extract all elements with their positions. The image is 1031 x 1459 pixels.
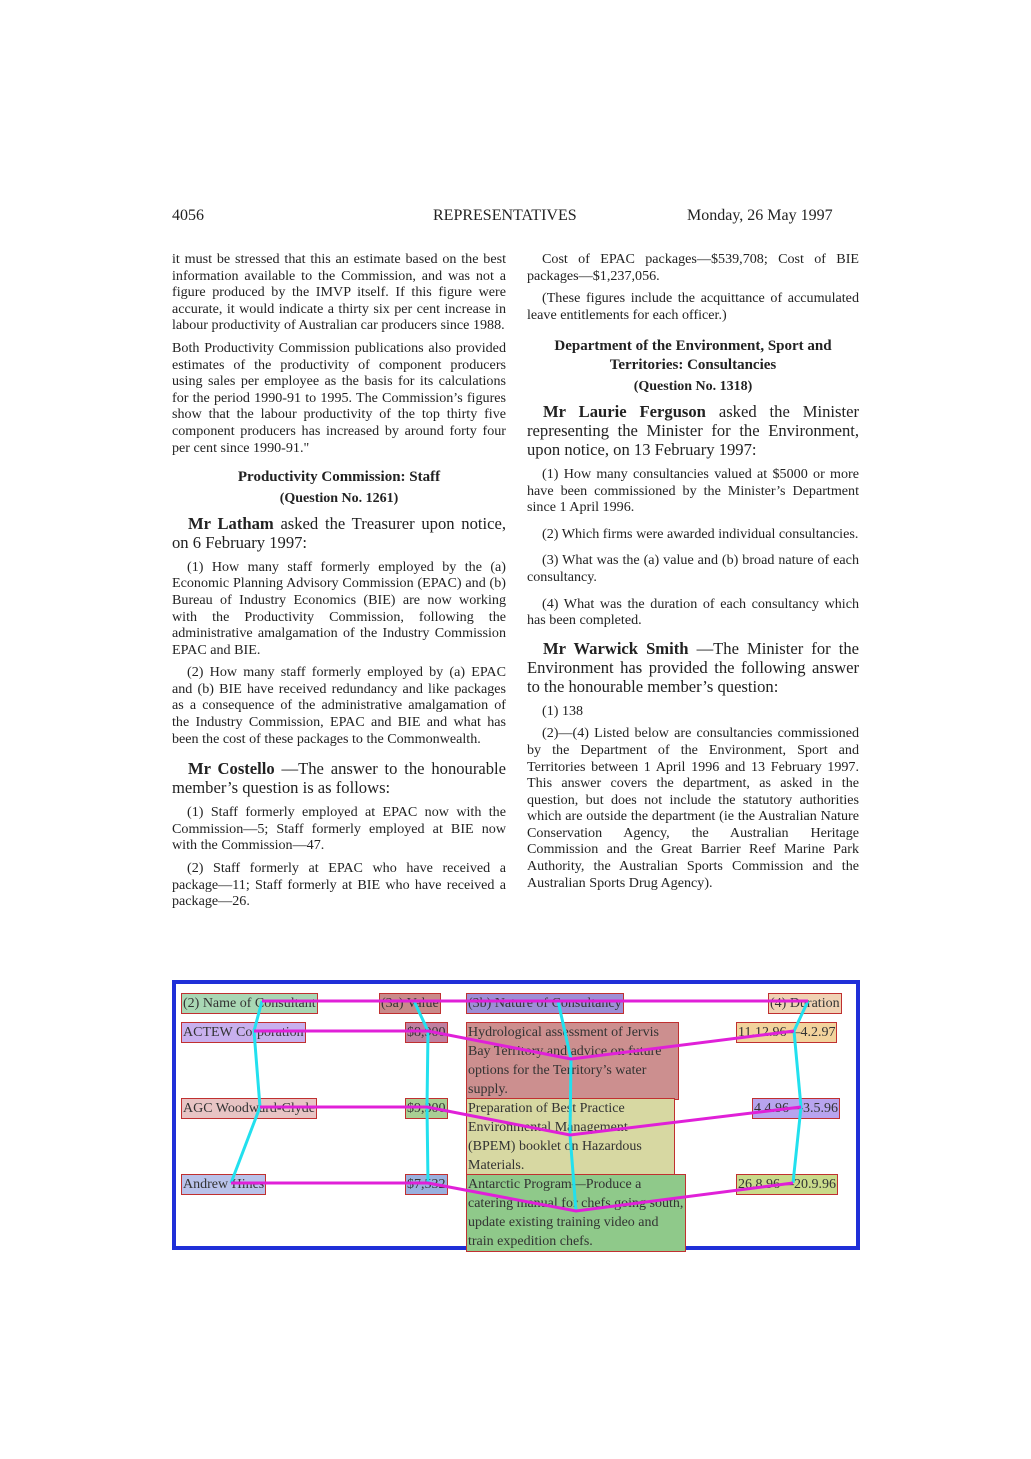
question-number: (Question No. 1261) xyxy=(279,491,399,507)
question-item: (2) How many staff formerly employed by (a) EPAC and (b) BIE have received redundancy and like packages as a consequence of the administrative amalgamation of the Industry Commission, EPAC and BIE and what has been the cost of these packages to the Commonwealth. xyxy=(172,664,506,747)
paragraph: (These figures include the acquittance of accumulated leave entitlements for each officer.) xyxy=(527,290,859,323)
table-cell-value: $9,300 xyxy=(405,1098,448,1119)
paragraph: Cost of EPAC packages—$539,708; Cost of BIE packages—$1,237,056. xyxy=(527,251,859,284)
left-column xyxy=(172,251,506,916)
section-heading: Department of the Environment, Sport and Territories: Consultancies xyxy=(554,338,832,374)
header-name: (2) Name of Consultant xyxy=(181,993,318,1014)
table-cell-nature: Hydrological assessment of Jervis Bay Territory and advice on future options for the Territory’s water supply. xyxy=(466,1022,679,1100)
speaker-name: Mr Costello xyxy=(188,759,275,779)
question-item: (3) What was the (a) value and (b) broad nature of each consultancy. xyxy=(527,552,859,585)
speaker-name: Mr Latham xyxy=(188,513,274,533)
table-cell-name: ACTEW Corporation xyxy=(181,1022,306,1043)
table-cell-name: AGC Woodward-Clyde xyxy=(181,1098,317,1119)
question-item: (1) How many consultancies valued at $5000 or more have been commissioned by the Minister’s Department since 1 April 1996. xyxy=(527,465,859,516)
question-item: (1) How many staff formerly employed by the (a) Economic Planning Advisory Commission (EPAC) and (b) Bureau of Industry Economics (BIE) are now working with the Productivity Commission, following the administrative amalgamation of the Industry Commission EPAC and BIE. xyxy=(172,558,506,658)
header-duration: (4) Duration xyxy=(768,993,842,1014)
answer-item: (1) Staff formerly employed at EPAC now with the Commission—5; Staff formerly employed at BIE now with the Commission—47. xyxy=(172,804,506,854)
question-intro: Mr Latham asked the Treasurer upon notice, on 6 February 1997: xyxy=(172,513,506,552)
paragraph: Both Productivity Commission publications also provided estimates of the productivity of component producers using sales per employee as the basis for its calculations for the period 1990-91 to 1995. The Commission’s figures show that the labour productivity of the top thirty five component producers has increased by around forty four per cent since 1990-91." xyxy=(172,339,506,456)
header-nature: (3b) Nature of Consultancy xyxy=(466,993,624,1014)
table-cell-duration: 4.4.96—3.5.96 xyxy=(752,1098,840,1119)
question-intro: Mr Laurie Ferguson asked the Minister representing the Minister for the Environment, upon notice, on 13 February 1997: xyxy=(527,401,859,459)
speaker-name: Mr Laurie Ferguson xyxy=(543,401,706,421)
header-value: (3a) Value xyxy=(379,993,441,1014)
answer-intro: Mr Warwick Smith —The Minister for the Environment has provided the following answer to the honourable member’s question: xyxy=(527,638,859,696)
question-item: (2) Which firms were awarded individual consultancies. xyxy=(542,525,859,542)
section-heading: Productivity Commission: Staff xyxy=(237,469,441,486)
table-cell-name: Andrew Hines xyxy=(181,1174,266,1195)
answer-item: (2) Staff formerly at EPAC who have received a package—11; Staff formerly at BIE who have received a package—26. xyxy=(172,860,506,910)
chamber-title: REPRESENTATIVES xyxy=(433,207,577,224)
question-number: (Question No. 1318) xyxy=(633,379,753,395)
question-item: (4) What was the duration of each consultancy which has been completed. xyxy=(527,595,859,629)
answer-item: (1) 138 xyxy=(542,702,584,719)
answer-intro: Mr Costello —The answer to the honourable member’s question is as follows: xyxy=(172,759,506,798)
table-cell-duration: 11.12.96—4.2.97 xyxy=(736,1022,837,1043)
right-column xyxy=(527,251,859,897)
sitting-date: Monday, 26 May 1997 xyxy=(687,207,833,224)
paragraph: it must be stressed that this an estimate based on the best information available to the Commission, and was not a figure produced by the IMVP itself. If this figure were accurate, it would indicate a thirty six per cent increase in labour productivity of Australian car producers since 1988. xyxy=(172,251,506,334)
speaker-name: Mr Warwick Smith xyxy=(543,638,689,658)
answer-item: (2)—(4) Listed below are consultancies commissioned by the Department of the Environment, Sport and Territories between 1 April 1996 and 13 February 1997. This answer covers the department, as asked in the question, but does not include the statutory authorities which are outside the department (ie the Australian Nature Conservation Agency, the Australian Heritage Commission and the Great Barrier Reef Marine Park Authority, the Australian Sports Commission and the Australian Sports Drug Agency). xyxy=(527,725,859,891)
table-cell-value: $7,532 xyxy=(405,1174,448,1195)
table-cell-nature: Preparation of Best Practice Environmental Management (BPEM) booklet on Hazardous Materials. xyxy=(466,1098,675,1176)
table-cell-duration: 26.8.96—20.9.96 xyxy=(736,1174,838,1195)
table-cell-value: $8,900 xyxy=(405,1022,448,1043)
page-number: 4056 xyxy=(172,207,204,224)
table-cell-nature: Antarctic Program—Produce a catering manual for chefs going south, update existing training video and train expedition chefs. xyxy=(466,1174,686,1252)
